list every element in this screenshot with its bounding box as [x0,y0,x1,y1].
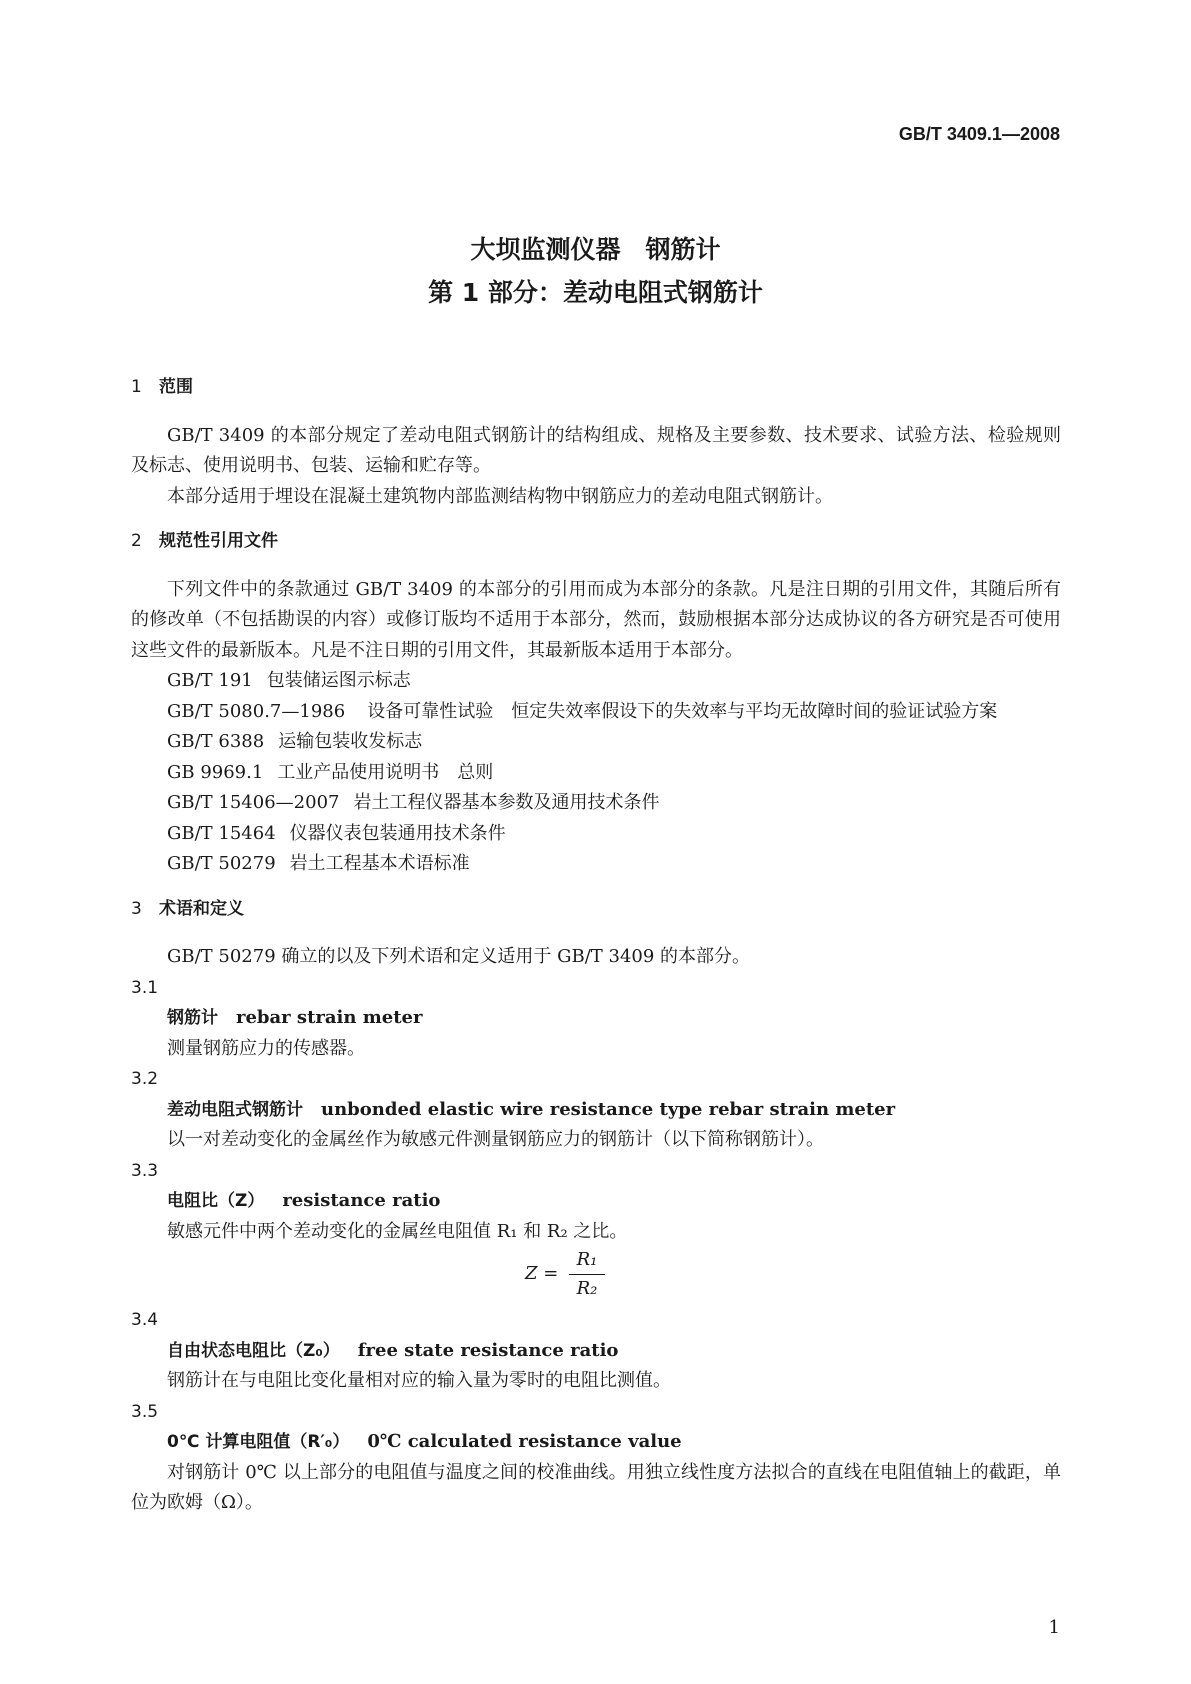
term-zh: 差动电阻式钢筋计 [167,1099,303,1120]
term-entry [131,1003,1061,1034]
reference-code: GB/T 50279 [167,853,276,874]
section-number: 1 [131,377,142,397]
reference-code: GB/T 15406—2007 [167,792,340,813]
section-title: 术语和定义 [159,898,244,919]
formula-denominator: R₂ [576,1278,598,1299]
reference-item [131,819,1061,850]
term-en: 0℃ calculated resistance value [367,1431,682,1452]
reference-item [131,666,1061,697]
clause-number: 3.1 [131,977,159,998]
standard-code: GB/T 3409.1—2008 [898,124,1060,144]
term-en: free state resistance ratio [357,1339,619,1361]
page-number: 1 [1048,1617,1060,1638]
paragraph: 本部分适用于埋设在混凝土建筑物内部监测结构物中钢筋应力的差动电阻式钢筋计。 [167,485,833,507]
reference-code: GB/T 5080.7—1986 [167,700,346,722]
reference-item [131,788,1061,819]
term-entry [131,1095,1061,1126]
formula-numerator: R₁ [576,1249,598,1270]
document-body [131,372,1061,1519]
paragraph: GB/T 50279 确立的以及下列术语和定义适用于 GB/T 3409 的本部分。 [167,946,751,967]
clause-number: 3.2 [131,1069,159,1089]
section-heading-scope [131,372,1061,403]
term-definition: 测量钢筋应力的传感器。 [167,1037,365,1059]
formula-fraction [569,1247,605,1302]
term-zh: 电阻比（Z） [167,1191,265,1211]
term-definition: 钢筋计在与电阻比变化量相对应的输入量为零时的电阻比测值。 [167,1370,671,1391]
section-title: 规范性引用文件 [159,531,278,551]
term-entry [131,1427,1061,1458]
section-number: 3 [131,898,142,919]
clause-number: 3.5 [131,1401,159,1422]
section-title: 范围 [159,377,193,397]
fraction-bar [569,1274,605,1275]
term-zh: 钢筋计 [167,1008,218,1028]
reference-code: GB/T 15464 [167,822,276,844]
paragraph: 下列文件中的条款通过 GB/T 3409 的本部分的引用而成为本部分的条款。凡是注日期的引用文件，其随后所有的修改单（不包括勘误的内容）或修订版均不适用于本部分，然而，鼓励根据本部分达成协议的各方研究是否可使用这些文件的最新版本。凡是不注日期的引用文件，其最新版本适用于本部分。 [131,578,1061,661]
reference-name: 岩土工程仪器基本参数及通用技术条件 [353,792,660,813]
term-definition: 以一对差动变化的金属丝作为敏感元件测量钢筋应力的钢筋计（以下简称钢筋计）。 [167,1129,824,1150]
section-number: 2 [131,531,142,551]
term-en: unbonded elastic wire resistance type rebar strain meter [321,1098,896,1120]
reference-name: 设备可靠性试验 恒定失效率假设下的失效率与平均无故障时间的验证试验方案 [367,700,998,722]
term-en: resistance ratio [282,1190,441,1211]
reference-name: 运输包装收发标志 [278,731,423,752]
formula-lhs: Z = [525,1263,559,1284]
reference-name: 仪器仪表包装通用技术条件 [289,822,506,844]
document-title-line1: 大坝监测仪器 钢筋计 [470,235,721,264]
reference-item [131,758,1061,789]
reference-name: 岩土工程基本术语标准 [289,853,470,874]
reference-code: GB 9969.1 [167,761,264,783]
section-heading-terms-definitions [131,894,1061,925]
paragraph: GB/T 3409 的本部分规定了差动电阻式钢筋计的结构组成、规格及主要参数、技术要求、试验方法、检验规则及标志、使用说明书、包装、运输和贮存等。 [131,424,1061,476]
clause-number: 3.4 [131,1310,159,1330]
term-zh: 自由状态电阻比（Z₀） [167,1340,340,1361]
reference-code: GB/T 6388 [167,731,265,752]
term-entry [131,1186,1061,1217]
reference-name: 工业产品使用说明书 总则 [277,761,494,783]
term-definition: 对钢筋计 0℃ 以上部分的电阻值与温度之间的校准曲线。用独立线性度方法拟合的直线在电阻值轴上的截距，单位为欧姆（Ω）。 [131,1461,1061,1513]
term-entry [131,1336,1061,1367]
resistance-ratio-formula [131,1247,1061,1305]
reference-name: 包装储运图示标志 [266,670,411,691]
clause-number: 3.3 [131,1160,159,1181]
term-en: rebar strain meter [236,1007,423,1028]
document-title-line2: 第 1 部分：差动电阻式钢筋计 [428,278,763,307]
reference-code: GB/T 191 [167,670,253,691]
term-zh: 0℃ 计算电阻值（R′₀） [167,1432,350,1452]
term-definition: 敏感元件中两个差动变化的金属丝电阻值 R₁ 和 R₂ 之比。 [167,1220,628,1242]
reference-item [131,849,1061,880]
section-heading-normative-references [131,526,1061,557]
reference-item [131,727,1061,758]
reference-item [131,697,1061,728]
